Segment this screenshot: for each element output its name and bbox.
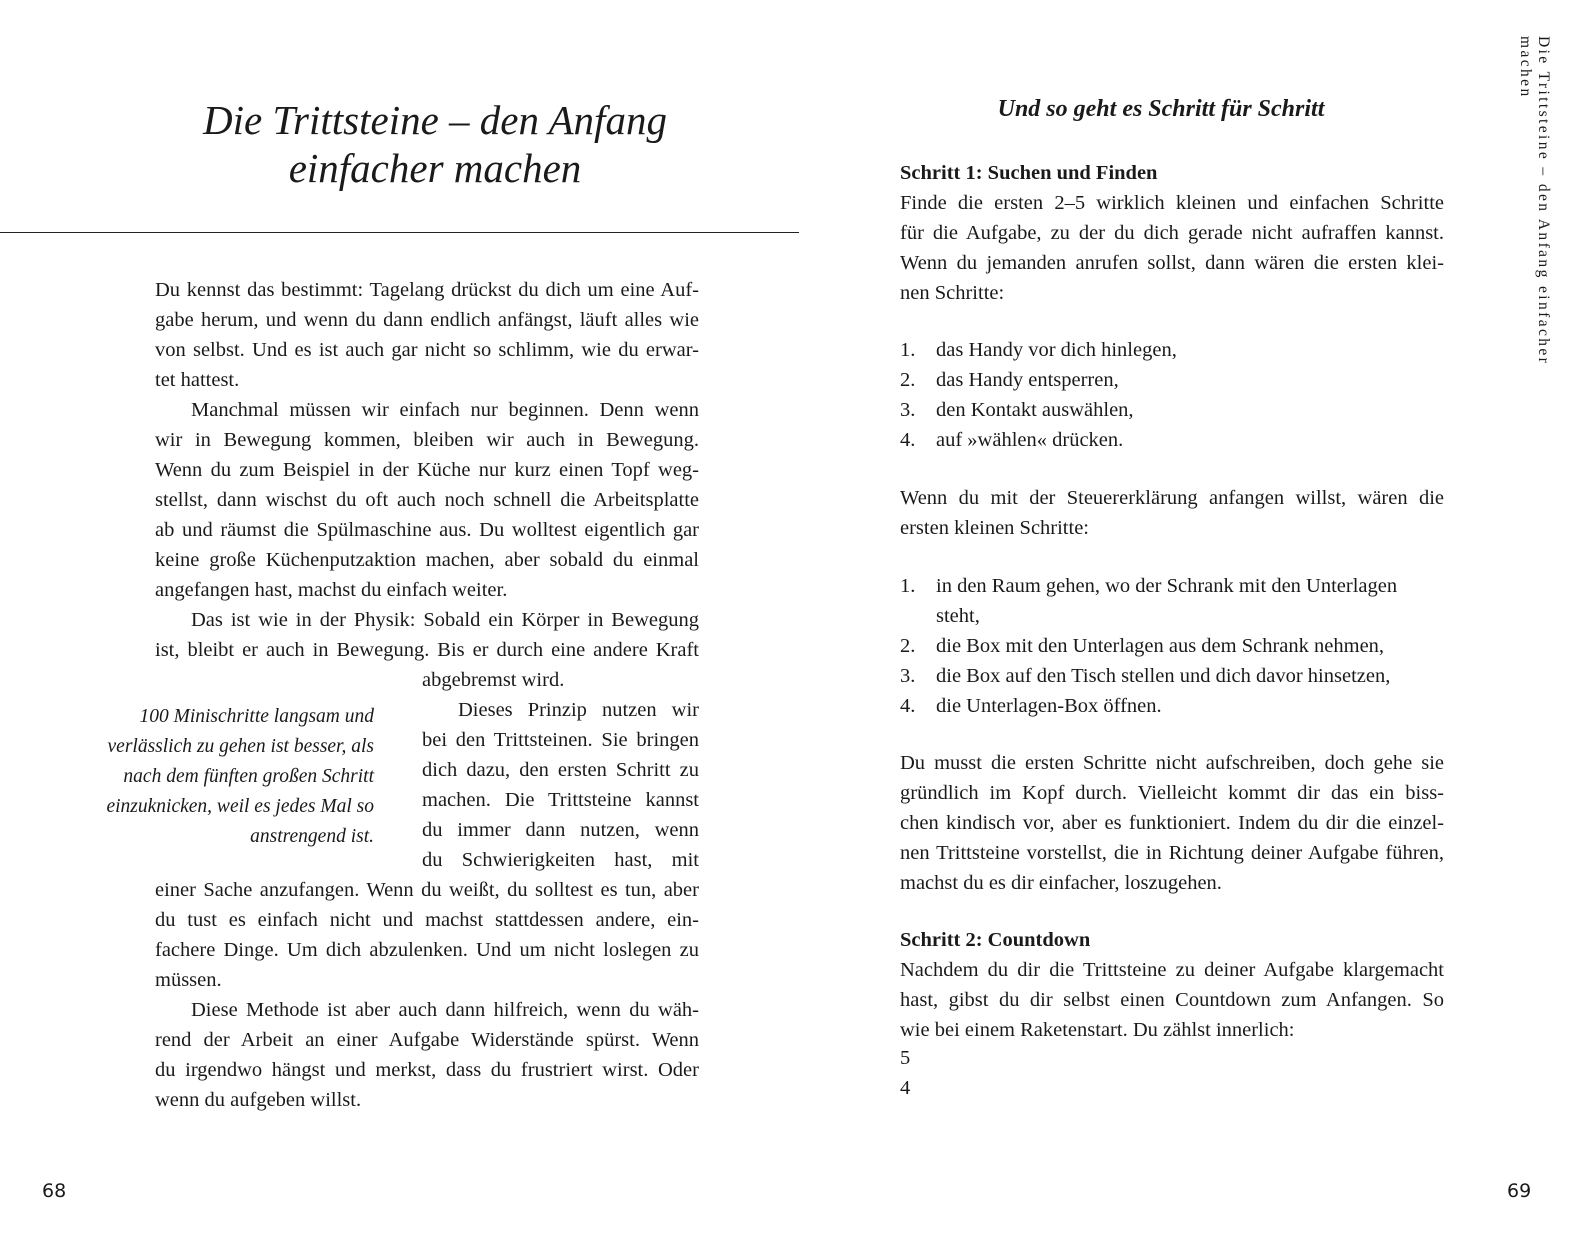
text-line: einer Sache anzufangen. Wenn du weißt, du solltest es tun, aber	[155, 879, 699, 901]
text-line: machst du es dir einfacher, loszugehen.	[900, 872, 1222, 894]
paragraph-physics-end	[422, 665, 699, 695]
paragraph-walkthrough	[900, 748, 1444, 898]
text-line: du Schwierigkeiten hast, mit	[422, 849, 699, 871]
text-line: bei den Trittsteinen. Sie bringen	[422, 729, 699, 751]
text-line: Das ist wie in der Physik: Sobald ein Körper in Bewegung	[191, 609, 699, 631]
text-line: nen Schritte:	[900, 282, 1005, 304]
paragraph-intro	[155, 275, 699, 395]
paragraph-momentum	[155, 395, 699, 605]
text-line: rend der Arbeit an einer Aufgabe Widerstände spürst. Wenn	[155, 1029, 699, 1051]
section-heading: Und so geht es Schritt für Schritt	[997, 96, 1325, 122]
quote-line: einzuknicken, weil es jedes Mal so	[106, 796, 374, 817]
list-item: 4. auf »wählen« drücken.	[900, 429, 1124, 451]
text-line: du tust es einfach nicht und machst stattdessen andere, ein-	[155, 909, 699, 931]
text-line: Wenn du mit der Steuererklärung anfangen willst, wären die	[900, 487, 1444, 509]
text-line: gabe herum, und wenn du dann endlich anfängst, läuft alles wie	[155, 309, 699, 331]
text-line: Dieses Prinzip nutzen wir	[458, 699, 699, 721]
list-item: 2. die Box mit den Unterlagen aus dem Schrank nehmen,	[900, 635, 1385, 657]
page-number-left: 68	[42, 1180, 67, 1202]
text-line: von selbst. Und es ist auch gar nicht so schlimm, wie du erwar-	[155, 339, 699, 361]
text-line: keine große Küchenputzaktion machen, aber sobald du einmal	[155, 549, 699, 571]
quote-line: 100 Minischritte langsam und	[139, 706, 374, 727]
text-line: Nachdem du dir die Trittsteine zu deiner Aufgabe klargemacht	[900, 959, 1444, 981]
quote-line: anstrengend ist.	[250, 826, 374, 847]
text-line: tet hattest.	[155, 369, 240, 391]
text-line: du irgendwo hängst und merkst, dass du frustriert wirst. Oder	[155, 1059, 699, 1081]
chapter-title: Die Trittsteine – den Anfang einfacher machen	[203, 97, 667, 191]
step1-block	[900, 158, 1444, 308]
text-line: ab und räumst die Spülmaschine aus. Du wolltest eigentlich gar	[155, 519, 699, 541]
step1-heading: Schritt 1: Suchen und Finden	[900, 162, 1158, 184]
paragraph-principle	[155, 875, 699, 995]
list-item: 1. in den Raum gehen, wo der Schrank mit den Unterlagen steht,	[900, 575, 1398, 627]
pull-quote	[80, 702, 374, 852]
paragraph-method	[155, 995, 699, 1115]
quote-line: nach dem fünften großen Schritt	[123, 766, 374, 787]
page-number-right: 69	[1507, 1180, 1532, 1202]
text-line: Du kennst das bestimmt: Tagelang drückst du dich um eine Auf-	[155, 279, 699, 301]
text-line: chen kindisch vor, aber es funktioniert. Indem du dir die einzel-	[900, 812, 1444, 834]
text-line: wir in Bewegung kommen, bleiben wir auch in Bewegung.	[155, 429, 699, 451]
step2-block	[900, 925, 1444, 1045]
text-line: dich dazu, den ersten Schritt zu	[422, 759, 699, 781]
text-line: wie bei einem Raketenstart. Du zählst innerlich:	[900, 1019, 1295, 1041]
list-item: 4. die Unterlagen-Box öffnen.	[900, 695, 1162, 717]
paragraph-tax	[900, 483, 1444, 543]
text-line: Wenn du zum Beispiel in der Küche nur kurz einen Topf weg-	[155, 459, 699, 481]
text-line: Du musst die ersten Schritte nicht aufschreiben, doch gehe sie	[900, 752, 1444, 774]
text-line: müssen.	[155, 969, 222, 991]
text-line: stellst, dann wischst du oft auch noch schnell die Arbeitsplatte	[155, 489, 699, 511]
text-line: wenn du aufgeben willst.	[155, 1089, 362, 1111]
list-item: 1. das Handy vor dich hinlegen,	[900, 339, 1177, 361]
text-line: angefangen hast, machst du einfach weiter.	[155, 579, 508, 601]
running-head: Die Trittsteine – den Anfang einfacher machen	[1517, 36, 1552, 366]
list-item: 3. den Kontakt auswählen,	[900, 399, 1134, 421]
text-line: machen. Die Trittsteine kannst	[422, 789, 699, 811]
paragraph-physics	[155, 605, 699, 665]
text-line: Diese Methode ist aber auch dann hilfreich, wenn du wäh-	[191, 999, 699, 1021]
list-item: 3. die Box auf den Tisch stellen und dich davor hinsetzen,	[900, 665, 1391, 687]
text-line: ersten kleinen Schritte:	[900, 517, 1089, 539]
text-line: ist, bleibt er auch in Bewegung. Bis er durch eine andere Kraft	[155, 639, 699, 661]
text-line: für die Aufgabe, zu der du dich gerade nicht aufraffen kannst.	[900, 222, 1444, 244]
phone-steps-list	[900, 335, 1444, 455]
countdown-numbers	[900, 1043, 910, 1103]
text-line: fachere Dinge. Um dich abzulenken. Und um nicht loslegen zu	[155, 939, 699, 961]
step2-heading: Schritt 2: Countdown	[900, 929, 1091, 951]
quote-line: verlässlich zu gehen ist besser, als	[107, 736, 374, 757]
text-line: hast, gibst du dir selbst einen Countdown zum Anfangen. So	[900, 989, 1444, 1011]
countdown-number: 4	[900, 1077, 911, 1099]
countdown-number: 5	[900, 1047, 911, 1069]
tax-steps-list	[900, 571, 1444, 721]
text-line: abgebremst wird.	[422, 669, 565, 691]
text-line: Wenn du jemanden anrufen sollst, dann wären die ersten klei-	[900, 252, 1444, 274]
text-line: du immer dann nutzen, wenn	[422, 819, 699, 841]
list-item: 2. das Handy entsperren,	[900, 369, 1119, 391]
text-line: gründlich im Kopf durch. Vielleicht kommt dir das ein biss-	[900, 782, 1444, 804]
text-line: Manchmal müssen wir einfach nur beginnen. Denn wenn	[191, 399, 699, 421]
text-line: Finde die ersten 2–5 wirklich kleinen und einfachen Schritte	[900, 192, 1444, 214]
paragraph-principle-narrow	[422, 695, 699, 875]
title-divider	[0, 232, 799, 233]
text-line: nen Trittsteine vorstellst, die in Richtung deiner Aufgabe führen,	[900, 842, 1444, 864]
right-page	[797, 0, 1594, 1240]
